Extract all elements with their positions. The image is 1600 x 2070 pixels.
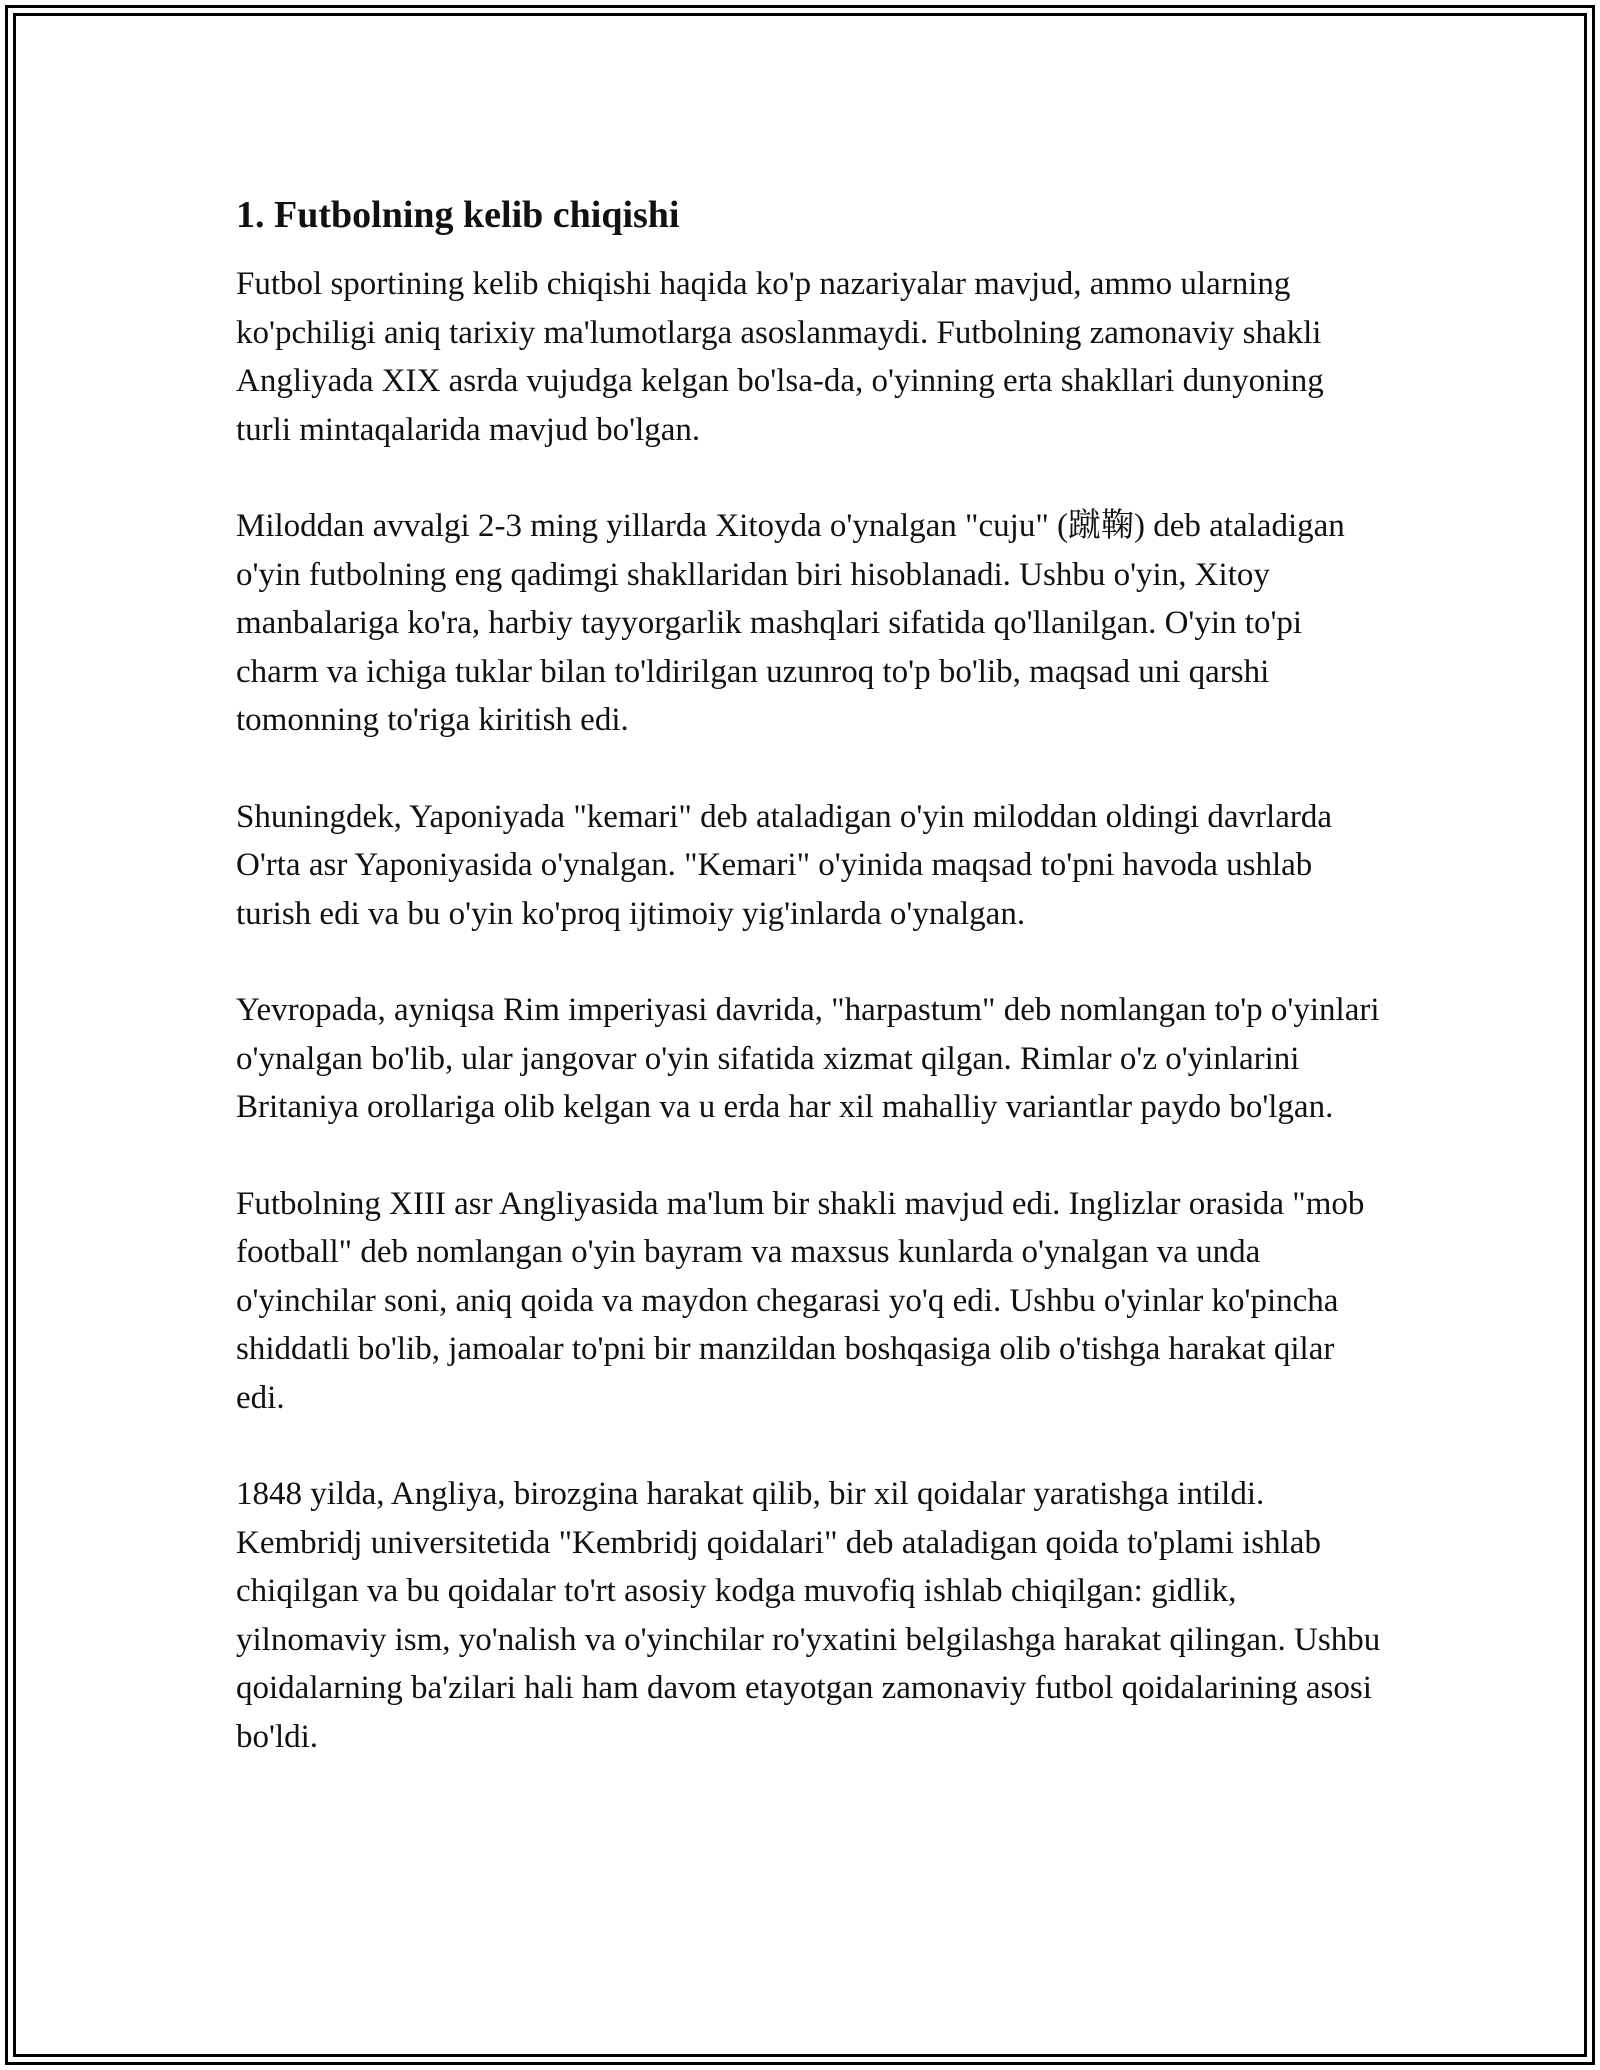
document-body: [236, 186, 1386, 1809]
paragraph-origins: Futbol sportining kelib chiqishi haqida ko'p nazariyalar mavjud, ammo ularning ko'pchiligi aniq tarixiy ma'lumotlarga asoslanmaydi. Futbolning zamonaviy shakli Angliyada XIX asrda vujudga kelgan bo'lsa-da, o'yinning erta shakllari dunyoning turli mintaqalarida mavjud bo'lgan.: [236, 266, 1324, 448]
paragraph-england-mob-football: Futbolning XIII asr Angliyasida ma'lum bir shakli mavjud edi. Inglizlar orasida "mob football" deb nomlangan o'yin bayram va maxsus kunlarda o'ynalgan va unda o'yinchilar soni, aniq qoida va maydon chegarasi yo'q edi. Ushbu o'yinlar ko'pincha shiddatli bo'lib, jamoalar to'pni bir manzildan boshqasiga olib o'tishga harakat qilar edi.: [236, 1185, 1365, 1416]
paragraph-rome-harpastum: Yevropada, ayniqsa Rim imperiyasi davrida, "harpastum" deb nomlangan to'p o'yinlari o'ynalgan bo'lib, ular jangovar o'yin sifatida xizmat qilgan. Rimlar o'z o'yinlarini Britaniya orollariga olib kelgan va u erda har xil mahalliy variantlar paydo bo'lgan.: [236, 992, 1380, 1125]
paragraph-china-cuju: Miloddan avvalgi 2-3 ming yillarda Xitoyda o'ynalgan "cuju" (蹴鞠) deb ataladigan o'yin futbolning eng qadimgi shakllaridan biri hisoblanadi. Ushbu o'yin, Xitoy manbalariga ko'ra, harbiy tayyorgarlik mashqlari sifatida qo'llanilgan. O'yin to'pi charm va ichiga tuklar bilan to'ldirilgan uzunroq to'p bo'lib, maqsad uni qarshi tomonning to'riga kiritish edi.: [236, 508, 1345, 738]
paragraph-cambridge-rules: 1848 yilda, Angliya, birozgina harakat qilib, bir xil qoidalar yaratishga intildi. Kembridj universitetida "Kembridj qoidalari" deb ataladigan qoida to'plami ishlab chiqilgan va bu qoidalar to'rt asosiy kodga muvofiq ishlab chiqilgan: gidlik, yilnomaviy ism, yo'nalish va o'yinchilar ro'yxatini belgilashga harakat qilingan. Ushbu qoidalarning ba'zilari hali ham davom etayotgan zamonaviy futbol qoidalarining asosi bo'ldi.: [236, 1476, 1381, 1755]
section-heading: 1. Futbolning kelib chiqishi: [236, 194, 680, 236]
paragraph-japan-kemari: Shuningdek, Yaponiyada "kemari" deb ataladigan o'yin miloddan oldingi davrlarda O'rta asr Yaponiyasida o'ynalgan. "Kemari" o'yinida maqsad to'pni havoda ushlab turish edi va bu o'yin ko'proq ijtimoiy yig'inlarda o'ynalgan.: [236, 798, 1332, 932]
